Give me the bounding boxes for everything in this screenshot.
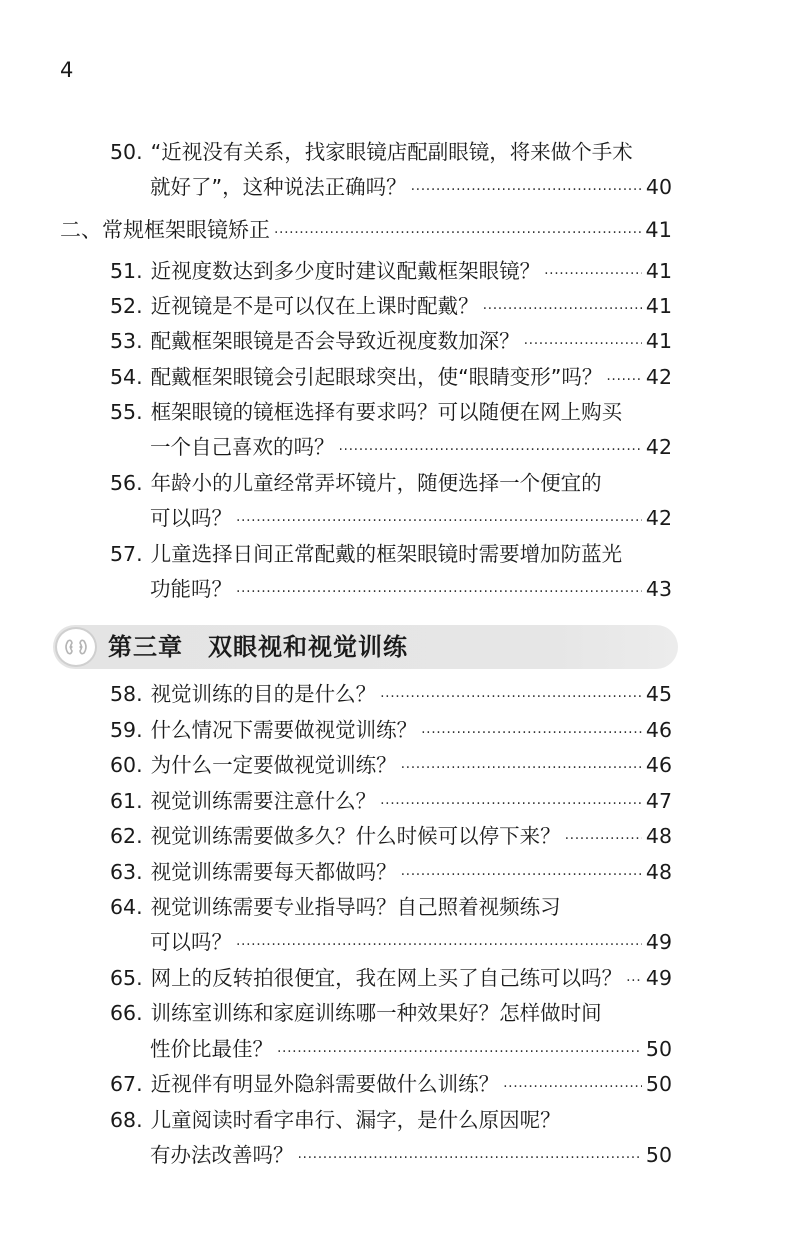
section-page: 41	[645, 218, 672, 242]
toc-entry-64-line1	[110, 892, 561, 922]
leader-dots	[380, 786, 642, 819]
entry-title: 配戴框架眼镜是否会导致近视度数加深？	[150, 329, 520, 353]
toc-entry-56-line2[interactable]	[150, 503, 672, 536]
entry-number: 50.	[110, 140, 143, 164]
entry-title: 视觉训练的目的是什么？	[150, 682, 377, 706]
entry-title-cont: 可以吗？	[150, 930, 232, 954]
toc-entry-56-line1	[110, 468, 602, 498]
entry-page: 42	[645, 435, 672, 459]
entry-number: 58.	[110, 682, 143, 706]
leader-dots	[411, 172, 642, 205]
toc-entry-66-line1	[110, 998, 602, 1028]
leader-dots	[236, 927, 642, 960]
entry-title: 什么情况下需要做视觉训练？	[150, 718, 418, 742]
entry-number: 59.	[110, 718, 143, 742]
leader-dots	[483, 291, 642, 324]
toc-entry-54[interactable]	[110, 362, 672, 395]
entry-number: 60.	[110, 753, 143, 777]
toc-entry-64-line2[interactable]	[150, 927, 672, 960]
toc-entry-57-line2[interactable]	[150, 574, 672, 607]
entry-title: 近视伴有明显外隐斜需要做什么训练？	[150, 1072, 500, 1096]
entry-page: 47	[645, 789, 672, 813]
entry-title-cont: 就好了”，这种说法正确吗？	[150, 175, 407, 199]
leader-dots	[503, 1069, 642, 1102]
toc-entry-62[interactable]	[110, 821, 672, 854]
entry-title: 近视度数达到多少度时建议配戴框架眼镜？	[150, 259, 541, 283]
entry-number: 61.	[110, 789, 143, 813]
entry-title: 视觉训练需要每天都做吗？	[150, 860, 397, 884]
entry-title: 配戴框架眼镜会引起眼球突出，使“眼睛变形”吗？	[150, 365, 603, 389]
section-title: 二、常规框架眼镜矫正	[60, 218, 270, 242]
toc-entry-65[interactable]	[110, 963, 672, 996]
entry-number: 66.	[110, 1001, 143, 1025]
toc-entry-68-line2[interactable]	[150, 1140, 672, 1173]
leader-dots	[339, 432, 642, 465]
leader-dots	[298, 1140, 642, 1173]
entry-page: 48	[645, 824, 672, 848]
toc-entry-55-line1	[110, 397, 622, 427]
toc-entry-50-line2[interactable]	[150, 172, 672, 205]
entry-title: 视觉训练需要做多久？什么时候可以停下来？	[150, 824, 561, 848]
leader-dots	[236, 574, 642, 607]
entry-number: 55.	[110, 400, 143, 424]
entry-page: 50	[645, 1143, 672, 1167]
entry-page: 42	[645, 506, 672, 530]
entry-title: 为什么一定要做视觉训练？	[150, 753, 397, 777]
entry-number: 56.	[110, 471, 143, 495]
toc-entry-59[interactable]	[110, 715, 672, 748]
entry-number: 63.	[110, 860, 143, 884]
leader-dots	[626, 963, 642, 996]
chapter-eye-icon	[55, 627, 97, 667]
leader-dots	[274, 215, 641, 248]
entry-title-cont: 性价比最佳？	[150, 1037, 273, 1061]
entry-title: 视觉训练需要专业指导吗？自己照着视频练习	[150, 895, 561, 919]
leader-dots	[401, 750, 642, 783]
entry-title: 年龄小的儿童经常弄坏镜片，随便选择一个便宜的	[150, 471, 602, 495]
entry-title-cont: 一个自己喜欢的吗？	[150, 435, 335, 459]
entry-title-cont: 有办法改善吗？	[150, 1143, 294, 1167]
toc-entry-52[interactable]	[110, 291, 672, 324]
chapter-title: 第三章 双眼视和视觉训练	[108, 633, 408, 661]
entry-number: 62.	[110, 824, 143, 848]
toc-entry-51[interactable]	[110, 256, 672, 289]
entry-page: 49	[645, 930, 672, 954]
toc-entry-66-line2[interactable]	[150, 1034, 672, 1067]
entry-page: 50	[645, 1072, 672, 1096]
entry-title: 儿童阅读时看字串行、漏字，是什么原因呢？	[150, 1108, 561, 1132]
entry-page: 49	[645, 966, 672, 990]
leader-dots	[544, 256, 642, 289]
leader-dots	[380, 679, 642, 712]
entry-title: “近视没有关系，找家眼镜店配副眼镜，将来做个手术	[150, 140, 633, 164]
toc-entry-55-line2[interactable]	[150, 432, 672, 465]
toc-entry-57-line1	[110, 539, 622, 569]
toc-section[interactable]	[60, 215, 672, 248]
leader-dots	[277, 1034, 642, 1067]
entry-title-cont: 功能吗？	[150, 577, 232, 601]
toc-entry-50-line1	[110, 137, 633, 167]
entry-number: 57.	[110, 542, 143, 566]
leader-dots	[421, 715, 642, 748]
entry-page: 42	[645, 365, 672, 389]
entry-title: 训练室训练和家庭训练哪一种效果好？怎样做时间	[150, 1001, 602, 1025]
entry-title-cont: 可以吗？	[150, 506, 232, 530]
entry-page: 40	[645, 175, 672, 199]
entry-page: 50	[645, 1037, 672, 1061]
toc-entry-53[interactable]	[110, 326, 672, 359]
entry-number: 52.	[110, 294, 143, 318]
toc-entry-61[interactable]	[110, 786, 672, 819]
entry-number: 53.	[110, 329, 143, 353]
entry-page: 41	[645, 294, 672, 318]
entry-number: 67.	[110, 1072, 143, 1096]
page-number: 4	[60, 58, 74, 82]
entry-page: 41	[645, 259, 672, 283]
entry-number: 64.	[110, 895, 143, 919]
entry-number: 54.	[110, 365, 143, 389]
entry-title: 视觉训练需要注意什么？	[150, 789, 377, 813]
toc-entry-58[interactable]	[110, 679, 672, 712]
entry-page: 48	[645, 860, 672, 884]
entry-title: 儿童选择日间正常配戴的框架眼镜时需要增加防蓝光	[150, 542, 623, 566]
leader-dots	[606, 362, 642, 395]
leader-dots	[236, 503, 642, 536]
entry-page: 45	[645, 682, 672, 706]
leader-dots	[565, 821, 642, 854]
entry-title: 近视镜是不是可以仅在上课时配戴？	[150, 294, 479, 318]
entry-page: 43	[645, 577, 672, 601]
toc-entry-63[interactable]	[110, 857, 672, 890]
entry-title: 网上的反转拍很便宜，我在网上买了自己练可以吗？	[150, 966, 623, 990]
entry-page: 41	[645, 329, 672, 353]
entry-page: 46	[645, 753, 672, 777]
entry-number: 68.	[110, 1108, 143, 1132]
leader-dots	[524, 326, 642, 359]
entry-number: 65.	[110, 966, 143, 990]
toc-entry-67[interactable]	[110, 1069, 672, 1102]
toc-entry-60[interactable]	[110, 750, 672, 783]
entry-title: 框架眼镜的镜框选择有要求吗？可以随便在网上购买	[150, 400, 623, 424]
entry-page: 46	[645, 718, 672, 742]
entry-number: 51.	[110, 259, 143, 283]
leader-dots	[401, 857, 642, 890]
toc-entry-68-line1	[110, 1105, 561, 1135]
